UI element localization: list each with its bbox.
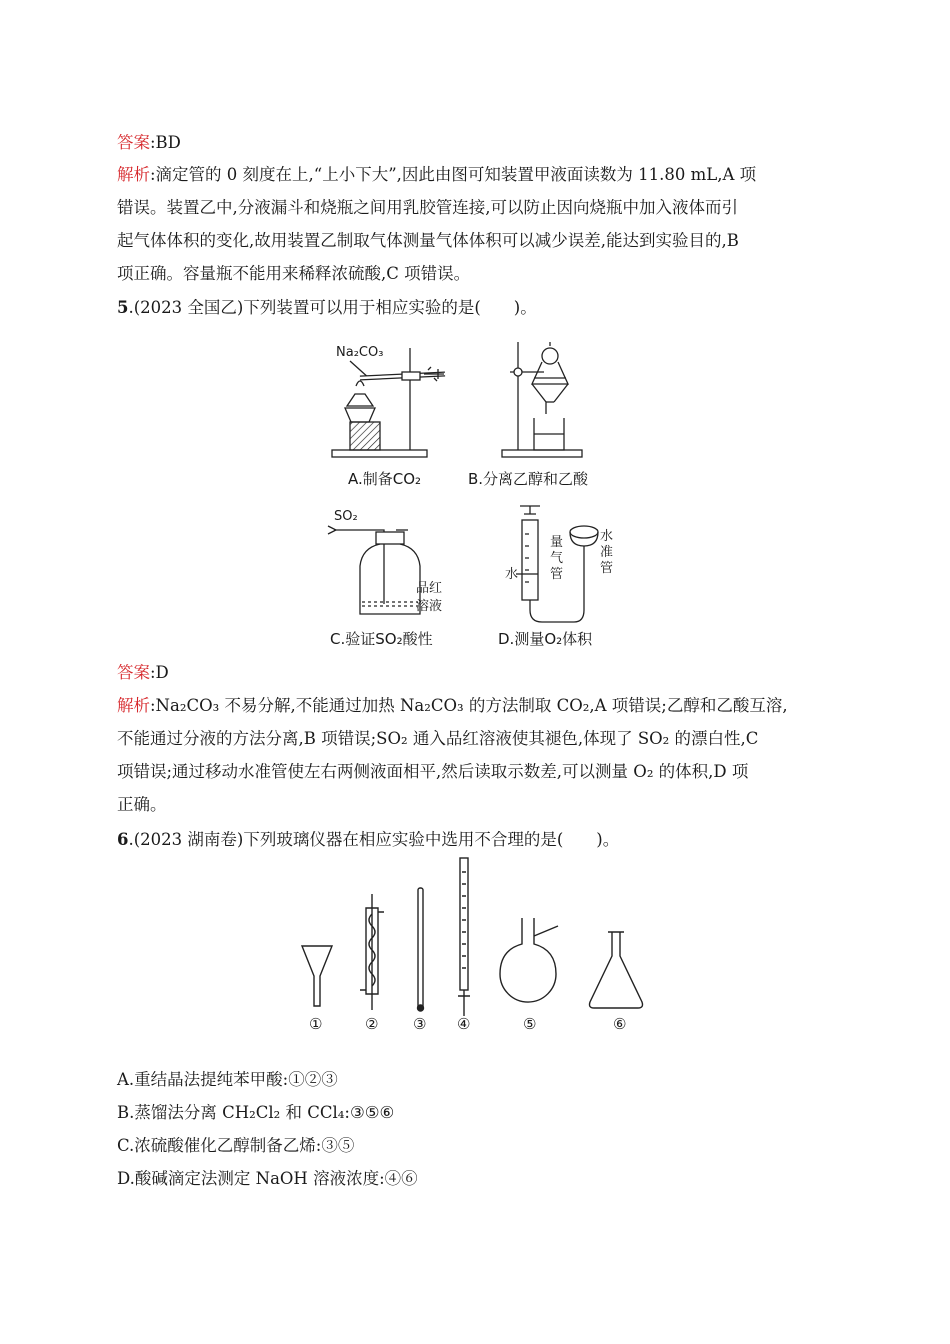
q4-analysis-line-2: 错误。装置乙中,分液漏斗和烧瓶之间用乳胶管连接,可以防止因向烧瓶中加入液体而引 [117,198,738,217]
apparatus-a [332,345,445,457]
c-liquid-label-1: 品红 [416,581,443,596]
q5-apparatus-figure [320,334,630,654]
apparatus-b [502,342,582,457]
d-water-label: 水 [505,567,519,582]
q4-analysis-text-1: :滴定管的 0 刻度在上,“上小下大”,因此由图可知装置甲液面读数为 11.80 mL,A 项 [150,165,757,184]
q4-analysis-line-3: 起气体体积的变化,故用装置乙制取气体测量气体体积可以减少误差,能达到实验目的,B [117,231,739,250]
q4-analysis-label: 解析 [117,165,150,184]
glassware-label-4: ④ [457,1015,471,1033]
apparatus-c [328,509,442,614]
glassware-label-3: ③ [413,1015,427,1033]
thermometer-icon [418,888,424,1011]
q6-option-a: A.重结晶法提纯苯甲酸:①②③ [117,1070,338,1089]
d-tube-label-2: 气 [550,551,564,566]
conical-flask-icon [590,932,643,1008]
q5-number: 5 [117,298,129,317]
q6-glassware-figure [290,850,660,1040]
q4-analysis-line-4: 项正确。容量瓶不能用来稀释浓硫酸,C 项错误。 [117,264,471,283]
condenser-icon [360,894,384,1010]
q5-analysis-line-3: 项错误;通过移动水准管使左右两侧液面相平,然后读取示数差,可以测量 O₂ 的体积,D 项 [117,762,749,781]
q5-analysis-line-1 [117,694,788,718]
q5-analysis-label: 解析 [117,696,150,715]
d-caption: D.测量O₂体积 [498,630,593,648]
glassware-label-6: ⑥ [613,1015,627,1033]
burette-icon [458,858,470,1016]
glassware-label-5: ⑤ [523,1015,537,1033]
q6-option-d: D.酸碱滴定法测定 NaOH 溶液浓度:④⑥ [117,1169,418,1188]
d-tube-label-1: 量 [550,535,564,550]
c-caption: C.验证SO₂酸性 [330,630,433,648]
q6-option-b: B.蒸馏法分离 CH₂Cl₂ 和 CCl₄:③⑤⑥ [117,1103,395,1122]
q5-analysis-line-2: 不能通过分液的方法分离,B 项错误;SO₂ 通入品红溶液使其褪色,体现了 SO₂ 的漂白性,C [117,729,759,748]
q4-answer-line [117,131,181,155]
d-level-label-2: 准 [600,545,614,560]
q5-stem-text: .(2023 全国乙)下列装置可以用于相应实验的是( )。 [128,298,537,317]
funnel-icon [302,946,332,1006]
d-level-label-1: 水 [600,529,614,544]
q4-answer-label: 答案 [117,133,150,152]
a-caption: A.制备CO₂ [348,470,422,488]
q4-analysis-line-1 [117,163,756,187]
d-level-label-3: 管 [600,561,614,576]
q5-answer-line [117,661,169,685]
q5-analysis-line-4: 正确。 [117,795,167,814]
glassware-label-1: ① [309,1015,323,1033]
b-caption: B.分离乙醇和乙酸 [468,470,589,488]
q6-option-c: C.浓硫酸催化乙醇制备乙烯:③⑤ [117,1136,355,1155]
c-gas-label: SO₂ [334,509,358,524]
q6-number: 6 [117,830,129,849]
q5-stem [117,296,537,320]
q4-answer-value: :BD [150,133,181,152]
apparatus-d [505,506,613,622]
q5-analysis-text-1: :Na₂CO₃ 不易分解,不能通过加热 Na₂CO₃ 的方法制取 CO₂,A 项错误;乙醇和乙酸互溶, [150,696,788,715]
distilling-flask-icon [500,918,558,1002]
c-liquid-label-2: 溶液 [416,599,443,614]
glassware-label-2: ② [365,1015,379,1033]
a-reagent-label: Na₂CO₃ [336,345,384,360]
q6-stem-text: .(2023 湖南卷)下列玻璃仪器在相应实验中选用不合理的是( )。 [128,830,620,849]
q5-answer-label: 答案 [117,663,150,682]
d-tube-label-3: 管 [550,567,564,582]
q5-answer-value: :D [150,663,169,682]
q6-stem [117,828,619,852]
